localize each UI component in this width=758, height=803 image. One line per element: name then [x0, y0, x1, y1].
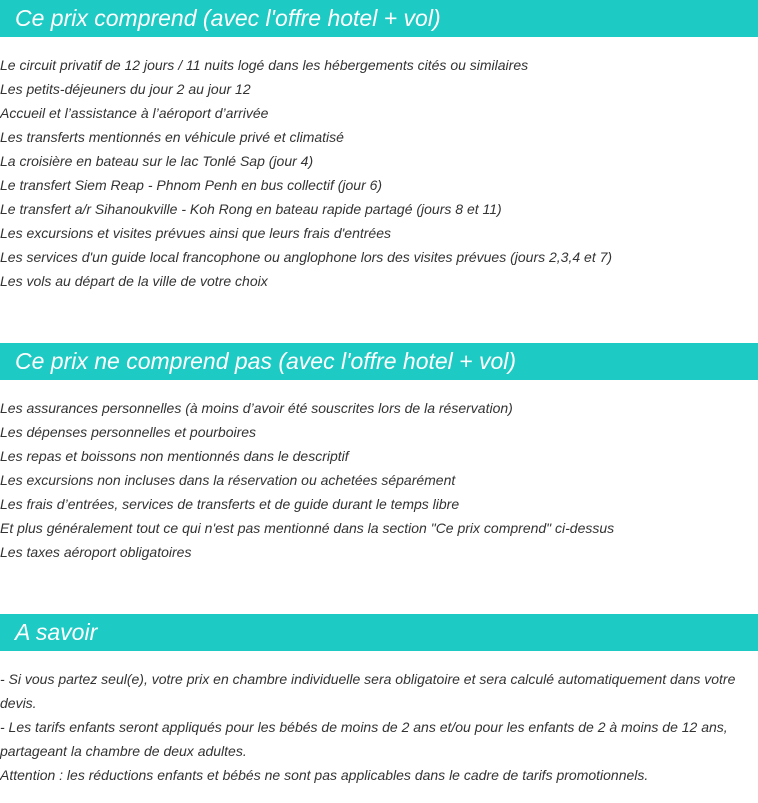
know-section-title: A savoir — [0, 614, 758, 651]
list-item: La croisière en bateau sur le lac Tonlé Sap (jour 4) — [0, 153, 314, 169]
excluded-list — [0, 396, 758, 564]
note-children-rates: - Les tarifs enfants seront appliqués pour les bébés de moins de 2 ans et/ou pour les enfants de 2 à moins de 12 ans, partageant la chambre de deux adultes. — [0, 719, 728, 759]
list-item: Le transfert a/r Sihanoukville - Koh Rong en bateau rapide partagé (jours 8 et 11) — [0, 201, 502, 217]
list-item: Les vols au départ de la ville de votre choix — [0, 273, 268, 289]
list-item: Accueil et l’assistance à l’aéroport d’arrivée — [0, 105, 269, 121]
included-list — [0, 53, 758, 293]
list-item: Les excursions et visites prévues ainsi que leurs frais d'entrées — [0, 225, 391, 241]
included-section-title: Ce prix comprend (avec l'offre hotel + vol) — [0, 0, 758, 37]
list-item: Les frais d’entrées, services de transferts et de guide durant le temps libre — [0, 496, 460, 512]
list-item: Les repas et boissons non mentionnés dans le descriptif — [0, 448, 349, 464]
note-single-supplement: - Si vous partez seul(e), votre prix en chambre individuelle sera obligatoire et sera calculé automatiquement dans votre devis. — [0, 671, 736, 711]
note-promo-warning: Attention : les réductions enfants et bébés ne sont pas applicables dans le cadre de tarifs promotionnels. — [0, 767, 649, 783]
list-item: Les dépenses personnelles et pourboires — [0, 424, 257, 440]
list-item: Les excursions non incluses dans la réservation ou achetées séparément — [0, 472, 456, 488]
know-notes — [0, 667, 752, 787]
list-item: Les transferts mentionnés en véhicule privé et climatisé — [0, 129, 344, 145]
list-item: Les assurances personnelles (à moins d’avoir été souscrites lors de la réservation) — [0, 400, 513, 416]
list-item: Les services d'un guide local francophone ou anglophone lors des visites prévues (jours 2,3,4 et 7) — [0, 249, 613, 265]
list-item: Les taxes aéroport obligatoires — [0, 544, 192, 560]
list-item: Le transfert Siem Reap - Phnom Penh en bus collectif (jour 6) — [0, 177, 383, 193]
list-item: Les petits-déjeuners du jour 2 au jour 12 — [0, 81, 251, 97]
list-item: Le circuit privatif de 12 jours / 11 nuits logé dans les hébergements cités ou similaires — [0, 57, 529, 73]
list-item: Et plus généralement tout ce qui n'est pas mentionné dans la section "Ce prix comprend" ci-dessus — [0, 520, 615, 536]
excluded-section-title: Ce prix ne comprend pas (avec l'offre hotel + vol) — [0, 343, 758, 380]
